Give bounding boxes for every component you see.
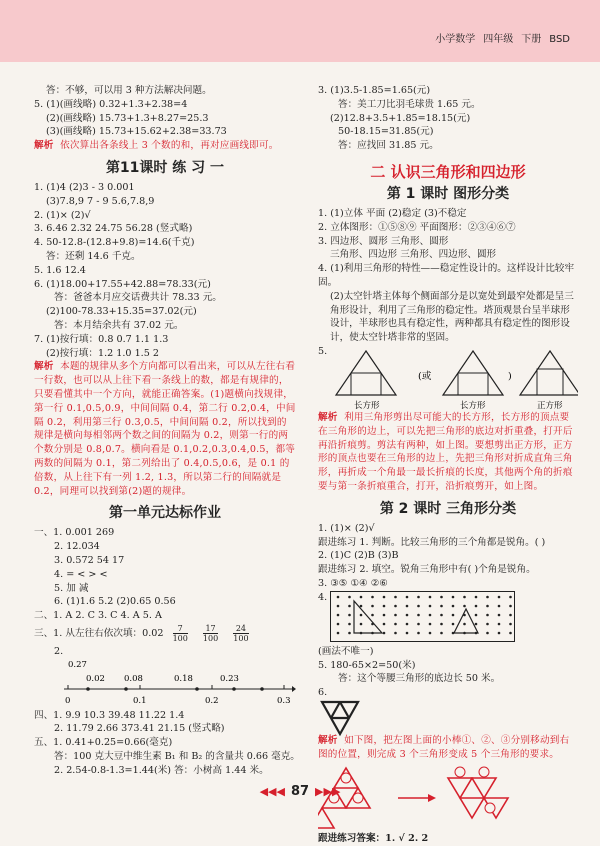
- page-footer: [0, 780, 600, 799]
- answer-line: 3. 四边形、圆形 三角形、圆形: [318, 235, 449, 247]
- lesson-title: 第 2 课时 三角形分类: [379, 500, 517, 517]
- answer-line: 7. (1)按行填：0.8 0.7 1.1 1.3: [34, 333, 169, 345]
- grid-dot: [429, 604, 432, 607]
- question-number: 6.: [318, 687, 328, 699]
- grid-dot: [337, 631, 340, 634]
- question-number: 4.: [318, 591, 328, 603]
- answer-line: 4. 50-12.8-(12.8+9.8)=14.6(千克): [34, 237, 195, 249]
- grid-dot: [452, 595, 455, 598]
- explanation-text: 依次算出各条线上 3 个数的和，再对应画线即可。: [60, 140, 279, 152]
- answer-line: 3. (1)3.5-1.85=1.65(元): [318, 85, 431, 96]
- grid-dot: [417, 595, 420, 598]
- grid-dot: [348, 613, 351, 616]
- explanation-text: 本题的规律从多个方向都可以看出来，可以从左往右看一行数，也可以从上往下看一条线上的数，都是有规律的，只要看懂其中一个方向，就能正确答案。(1)题横向找规律，第一行 0.1,0.5,0.9，中间间隔 0.4，第二行 0.2,0.4，中间隔 0.2，利用第三行 0.3,0.5，中间间隔 0.2，所以找到的规律是横向每相邻两个数之间的间隔为 0.2，则第一行的两个数分别是 0.8,0.7。横向看是 0.1,0.2,0.3,0.4,0.5，都等两数的间隔为 0.1，第二列给出了 0.4,0.5,0.6，是 0.1 的倍数，从上往下有一列 1.2, 1.3，所以第二行的间隔就是 0.2，同理可以找到第(2)题的规律。: [34, 361, 296, 497]
- answer-line: 三角形、四边形 三角形、四边形、圆形: [330, 249, 497, 261]
- grid-dot: [383, 631, 386, 634]
- answer-line: 二、1. A 2. C 3. C 4. A 5. A: [34, 610, 162, 622]
- right-column: [318, 84, 578, 846]
- shape-label: 长方形: [460, 400, 486, 411]
- note-line: (画法不唯一): [318, 645, 374, 657]
- answer-line: 2. 11.79 2.66 373.41 21.15 (竖式略): [54, 723, 225, 735]
- number-line-top-label: 0.23: [220, 673, 239, 684]
- or-text: (或: [418, 370, 432, 382]
- answer-line: 2. (1)× (2)√: [34, 209, 91, 221]
- grid-dot: [452, 613, 455, 616]
- grid-dot: [337, 613, 340, 616]
- answer-line: 答：不够，可以用 3 种方法解决问题。: [46, 85, 212, 96]
- stick-triangles-figure: [318, 686, 578, 734]
- point: [232, 687, 236, 691]
- grid-dot: [429, 622, 432, 625]
- right-arrows-icon: ▶▶▶: [315, 785, 341, 798]
- explanation-text: 利用三角形剪出尽可能大的长方形，长方形的顶点要在三角形的边上，可以先把三角形的底边对折重叠，打开后再沿折痕剪。剪法有两种，如上图。要想剪出正方形，正方形的顶点也要在三角形的边上，先把三角形对折成直角三角形，再折成一个角最一最长折痕的长度，其他两个角的折痕要与第一条折痕重合，打开，沿折痕剪开，如上图。: [318, 411, 573, 492]
- grid-dot: [498, 631, 501, 634]
- answer-line: (3)7.8,9 7 - 9 5.6,7.8,9: [46, 195, 155, 207]
- book-grade: 四年级: [483, 34, 514, 45]
- grid-dots: [337, 595, 512, 634]
- answer-line: 答：还剩 14.6 千克。: [46, 250, 141, 262]
- answer-line: (2)(画线略) 15.73+1.3+8.27=25.3: [46, 112, 209, 124]
- explanation-label: 解析: [34, 140, 54, 152]
- shape-label: 正方形: [537, 400, 563, 411]
- grid-dot: [440, 613, 443, 616]
- rectangle-shape: [458, 373, 488, 395]
- answer-line: 6. (1)18.00+17.55+42.88=78.33(元): [34, 278, 211, 290]
- number-line-bottom-label: 0: [65, 695, 71, 706]
- grid-dot: [394, 613, 397, 616]
- triangle-shape: [520, 351, 578, 395]
- answer-line: 5. (1)(画线略) 0.32+1.3+2.38=4: [34, 98, 188, 110]
- lesson-title: 第11课时 练 习 一: [105, 159, 225, 176]
- fraction: [173, 624, 188, 643]
- grid-dot: [486, 604, 489, 607]
- practice-line: 跟进练习 1. 判断。比较三角形的三个角都是锐角。( ): [318, 536, 546, 548]
- grid-dot: [417, 631, 420, 634]
- grid-dot: [383, 595, 386, 598]
- grid-dot: [498, 595, 501, 598]
- point: [260, 687, 264, 691]
- answer-line: 五、1. 0.41+0.25=0.66(毫克): [34, 737, 173, 749]
- answer-line: 3. 6.46 2.32 24.75 56.28 (竖式略): [34, 223, 193, 235]
- grid-dot: [498, 604, 501, 607]
- dot-grid-figure: [318, 591, 578, 645]
- grid-dot: [486, 631, 489, 634]
- question-number: 5.: [318, 345, 328, 357]
- grid-dot: [348, 622, 351, 625]
- stick-triangles-diagram: [318, 698, 378, 747]
- grid-dot: [509, 604, 512, 607]
- book-term: 下册: [521, 34, 542, 45]
- denominator: 100: [233, 633, 249, 643]
- triangle-shape: [460, 798, 484, 818]
- answer-line: 5. 180-65×2=50(米): [318, 659, 416, 671]
- grid-dot: [463, 622, 466, 625]
- shape-diagram: [318, 345, 578, 411]
- stick-label-icon: [485, 803, 495, 813]
- grid-dot: [383, 613, 386, 616]
- explanation-label: 解析: [318, 735, 338, 747]
- grid-dot: [371, 595, 374, 598]
- stick-label-icon: [455, 767, 465, 777]
- practice-answers: 跟进练习答案：1. √ 2. 2: [318, 832, 429, 844]
- grid-dot: [406, 631, 409, 634]
- grid-dot: [486, 622, 489, 625]
- stick: [331, 702, 340, 718]
- grid-dot: [429, 631, 432, 634]
- explanation: [34, 360, 296, 498]
- page-number: 87: [290, 784, 310, 799]
- answer-line: 2. (1)C (2)B (3)B: [318, 550, 399, 562]
- shape-label: 长方形: [354, 400, 380, 411]
- grid-dot: [394, 604, 397, 607]
- rectangle-shape: [351, 373, 381, 395]
- explanation: [318, 411, 578, 494]
- grid-dot: [509, 613, 512, 616]
- grid-dot: [463, 604, 466, 607]
- answer-line: 1. (1)立体 平面 (2)稳定 (3)不稳定: [318, 207, 467, 219]
- grid-dot: [475, 622, 478, 625]
- number-line-top-label: 0.18: [174, 673, 193, 684]
- grid-dot: [440, 631, 443, 634]
- answer-line: (2)太空针塔主体每个侧面部分是以宽处到最窄处都是呈三角形设计，利用了三角形的稳定性。塔顶观景台呈半球形设计，半球形也具有稳定性，两种都具有稳定性的图形设计，使太空针塔非常的坚固。: [330, 290, 574, 344]
- answer-line: 答：本月结余共有 37.02 元。: [54, 319, 184, 331]
- number-line-bottom-label: 0.1: [133, 695, 147, 706]
- grid-dot: [475, 604, 478, 607]
- grid-dot: [383, 622, 386, 625]
- fraction-prefix: 三、1. 从左往右依次填：0.02: [34, 627, 164, 639]
- grid-dot: [475, 595, 478, 598]
- square-shape: [537, 369, 563, 395]
- grid-dot: [406, 595, 409, 598]
- point: [86, 687, 90, 691]
- answer-line: 2. 2.54-0.8-1.3=1.44(米) 答：小树高 1.44 米。: [54, 764, 269, 776]
- number-line-top-label: 0.02: [86, 673, 105, 684]
- grid-dot: [371, 613, 374, 616]
- answer-line: 答：100 克大豆中维生素 B₁ 和 B₂ 的含量共 0.66 毫克。: [54, 751, 300, 763]
- explanation-label: 解析: [318, 411, 338, 423]
- close-paren: ): [508, 370, 512, 382]
- answer-line: (3)(画线略) 15.73+15.62+2.38=33.73: [46, 126, 227, 138]
- grid-dot: [337, 595, 340, 598]
- practice-line: 跟进练习 2. 填空。锐角三角形中有( )个角是锐角。: [318, 564, 536, 576]
- grid-dot: [486, 595, 489, 598]
- answer-line: 答：这个等腰三角形的底边长 50 米。: [338, 673, 501, 685]
- grid-dot: [394, 622, 397, 625]
- grid-dot: [348, 595, 351, 598]
- point: [195, 687, 199, 691]
- grid-dot: [360, 595, 363, 598]
- number-line-diagram: [34, 659, 296, 709]
- explanation: [34, 139, 296, 153]
- point: [124, 687, 128, 691]
- arrow-icon: [292, 686, 296, 692]
- grid-dot: [348, 631, 351, 634]
- grid-dot: [509, 595, 512, 598]
- grid-dot: [498, 613, 501, 616]
- answer-line: 2. 立体图形：①⑤⑧⑨ 平面图形：②③④⑥⑦: [318, 221, 516, 233]
- answer-line: (2)按行填：1.2 1.0 1.5 2: [46, 347, 159, 359]
- book-info: [427, 30, 570, 45]
- denominator: 100: [172, 633, 188, 643]
- grid-dot: [417, 604, 420, 607]
- fraction: [233, 624, 248, 643]
- answer-line: 6. (1)1.6 5.2 (2)0.65 0.56: [54, 596, 176, 608]
- answer-line: 一、1. 0.001 269: [34, 527, 115, 539]
- answer-line: 4. (1)利用三角形的特性——稳定性设计的。这样设计比较牢固。: [318, 263, 575, 288]
- book-subject: 小学数学: [435, 34, 476, 45]
- grid-dot: [486, 613, 489, 616]
- grid-dot: [406, 622, 409, 625]
- grid-dot: [394, 631, 397, 634]
- grid-dot: [371, 604, 374, 607]
- answer-line: 50-18.15=31.85(元): [338, 126, 434, 138]
- denominator: 100: [202, 633, 219, 643]
- grid-dot: [348, 604, 351, 607]
- grid-dot: [452, 604, 455, 607]
- grid-dot: [452, 622, 455, 625]
- numerator: 17: [203, 624, 218, 634]
- page-header: [0, 0, 600, 62]
- left-arrows-icon: ◀◀◀: [259, 785, 285, 798]
- answer-line: 答：应找回 31.85 元。: [338, 140, 439, 152]
- grid-dot: [440, 604, 443, 607]
- grid-dot: [406, 613, 409, 616]
- explanation-label: 解析: [34, 361, 54, 373]
- grid-dot: [337, 604, 340, 607]
- answer-line: 答：爸爸本月应交话费共计 78.33 元。: [54, 292, 222, 304]
- triangle-rectangle-figures: [318, 345, 578, 411]
- grid-dot: [509, 622, 512, 625]
- dot-grid-diagram: [330, 591, 530, 645]
- grid-dot: [360, 613, 363, 616]
- grid-dot: [475, 613, 478, 616]
- grid-dot: [383, 604, 386, 607]
- grid-dot: [417, 622, 420, 625]
- stick-label-icon: [479, 767, 489, 777]
- answer-line: 4. = < > <: [54, 568, 108, 580]
- lesson-title: 第 1 课时 图形分类: [386, 185, 510, 202]
- grid-dot: [429, 595, 432, 598]
- number-line-top-label: 0.27: [68, 659, 87, 670]
- number-line-bottom-label: 0.3: [277, 695, 291, 706]
- grid-dot: [360, 622, 363, 625]
- fraction: [203, 624, 218, 643]
- number-line-label: 2.: [54, 645, 64, 657]
- answer-line: 1. (1)× (2)√: [318, 522, 375, 534]
- numerator: 24: [233, 624, 248, 634]
- book-edition: BSD: [549, 34, 570, 45]
- grid-dot: [429, 613, 432, 616]
- fraction-answer-line: [34, 623, 296, 645]
- number-line-bottom-label: 0.2: [205, 695, 219, 706]
- answer-line: 3. ③⑤ ①④ ②⑥: [318, 577, 388, 589]
- numerator: 7: [173, 624, 188, 634]
- grid-dot: [394, 595, 397, 598]
- triangle-shape: [354, 601, 382, 633]
- explanation-text: 如下图，把左图上面的小棒①、②、③分别移动到右图的位置，则完成 3 个三角形变成 5 个三角形的要求。: [318, 735, 570, 760]
- left-column: [34, 84, 300, 778]
- grid-dot: [498, 622, 501, 625]
- answer-line: (2)100-78.33+15.35=37.02(元): [46, 306, 197, 318]
- grid-dot: [417, 613, 420, 616]
- grid-dot: [440, 595, 443, 598]
- grid-dot: [337, 622, 340, 625]
- stick: [340, 702, 349, 718]
- triangle-shape: [454, 609, 478, 633]
- answer-line: 5. 加 减: [54, 582, 89, 594]
- grid-dot: [509, 631, 512, 634]
- answer-line: (2)12.8+3.5+1.85=18.15(元): [330, 112, 471, 124]
- triangle-shape: [318, 808, 334, 828]
- grid-dot: [360, 604, 363, 607]
- answer-line: 1. (1)4 (2)3 - 3 0.001: [34, 181, 135, 193]
- answer-line: 5. 1.6 12.4: [34, 264, 86, 276]
- grid-dot: [440, 622, 443, 625]
- answer-line: 答：美工刀比羽毛球贵 1.65 元。: [338, 98, 481, 110]
- answer-line: 3. 0.572 54 17: [54, 554, 125, 566]
- answer-line: 2. 12.034: [54, 541, 100, 553]
- grid-dot: [406, 604, 409, 607]
- chapter-title: 二 认识三角形和四边形: [370, 162, 526, 181]
- answer-line: 四、1. 9.9 10.3 39.48 11.22 1.4: [34, 709, 185, 721]
- unit-title: 第一单元达标作业: [109, 505, 221, 522]
- number-line-top-label: 0.08: [124, 673, 143, 684]
- grid-dot: [463, 595, 466, 598]
